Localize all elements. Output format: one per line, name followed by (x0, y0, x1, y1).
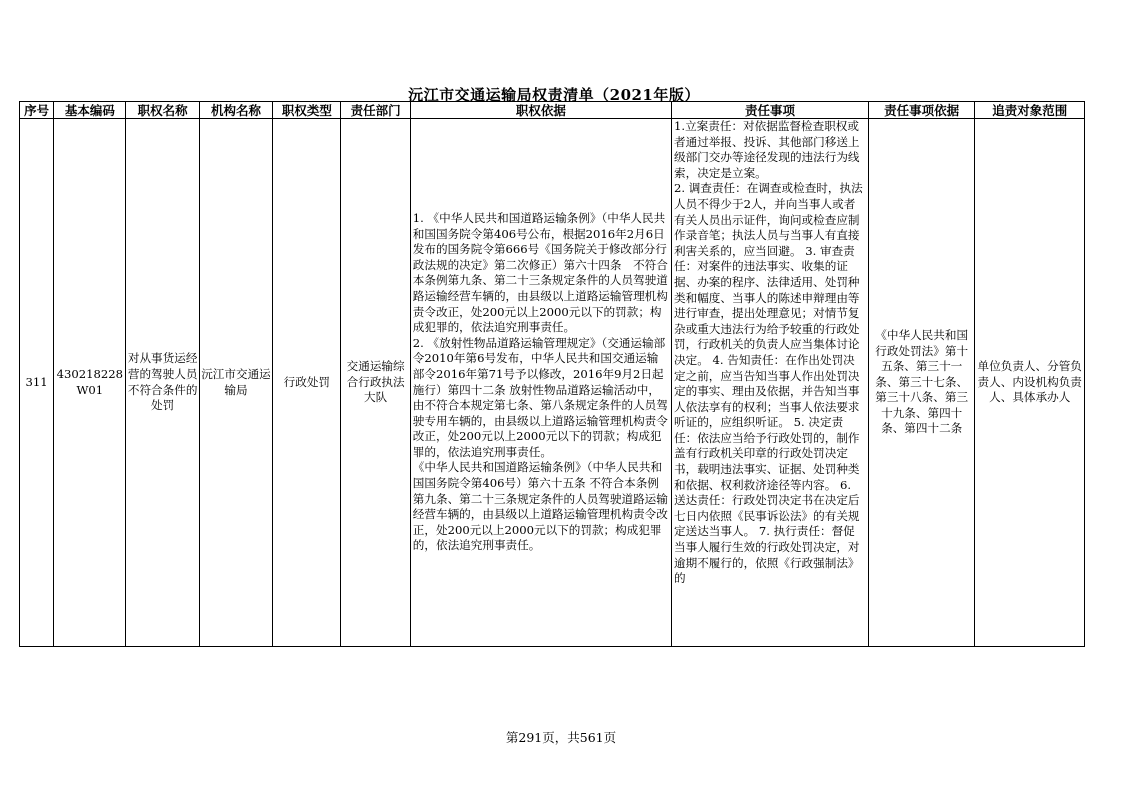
cell-dept: 交通运输综合行政执法大队 (341, 119, 410, 647)
header-index: 序号 (20, 102, 54, 119)
header-code: 基本编码 (54, 102, 126, 119)
cell-basis (410, 119, 671, 647)
cell-basis-text: 1. 《中华人民共和国道路运输条例》（中华人民共和国国务院令第406号公布，根据2016年2月6日发布的国务院令第666号《国务院关于修改部分行政法规的决定》第二次修正）第六十四条 不符合本条例第九条、第二十三条规定条件的人员驾驶道路运输经营车辆的，由县级以上道路运输管理机构责令改正，处200元以上2000元以下的罚款；构成犯罪的，依法追究刑事责任。 2. 《放射性物品道路运输管理规定》（交通运输部令2010年第6号发布，中华人民共和国交通运输部令2016年第71号予以修改，2016年9月2日起施行）第四十二条 放射性物品道路运输活动中，由不符合本规定第七条、第八条规定条件的人员驾驶专用车辆的，由县级以上道路运输管理机构责令改正，处200元以上2000元以下的罚款；构成犯罪的，依法追究刑事责任。 《中华人民共和国道路运输条例》（中华人民共和国国务院令第406号）第六十五条 不符合本条例第九条、第二十三条规定条件的人员驾驶道路运输经营车辆的，由县级以上道路运输管理机构责令改正，处200元以上2000元以下的罚款；构成犯罪的，依法追究刑事责任。 (412, 210, 668, 553)
cell-org-name: 沅江市交通运输局 (199, 119, 272, 647)
cell-duty-text: 1.立案责任：对依据监督检查职权或者通过举报、投诉、其他部门移送上级部门交办等途径发现的违法行为线索，决定是立案。 2. 调查责任：在调查或检查时，执法人员不得少于2人，并向当事人或者有关人员出示证件，询问或检查应制作录音笔；执法人员与当事人有直接利害关系的，应当回避。 3. 审查责任：对案件的违法事实、收集的证据、办案的程序、法律适用、处罚种类和幅度、当事人的陈述申辩理由等进行审查，提出处理意见；对情节复杂或重大违法行为给予较重的行政处罚，行政机关的负责人应当集体讨论决定。 4. 告知责任：在作出处罚决定之前，应当告知当事人作出处罚决定的事实、理由及依据，并告知当事人依法享有的权利；当事人依法要求听证的，应组织听证。 5. 决定责任：依法应当给予行政处罚的，制作盖有行政机关印章的行政处罚决定书，载明违法事实、证据、处罚种类和依据、权利救济途径等内容。 6. 送达责任：行政处罚决定书在决定后七日内依照《民事诉讼法》的有关规定送达当事人。 7. 执行责任：督促当事人履行生效的行政处罚决定，对逾期不履行的，依照《行政强制法》的 (674, 119, 863, 586)
header-power-name: 职权名称 (126, 102, 199, 119)
table-header-row (20, 102, 1085, 119)
power-list-table (19, 101, 1085, 647)
header-dept: 责任部门 (341, 102, 410, 119)
page-title: 沅江市交通运输局权责清单（2021年版） (408, 86, 700, 104)
header-basis: 职权依据 (410, 102, 671, 119)
cell-duty (672, 119, 869, 647)
cell-duty-basis: 《中华人民共和国行政处罚法》第十五条、第三十一条、第三十七条、第三十八条、第三十九条、第四十条、第四十二条 (868, 119, 975, 647)
table-row (20, 119, 1085, 647)
header-duty: 责任事项 (672, 102, 869, 119)
cell-code (54, 119, 126, 647)
cell-power-type: 行政处罚 (273, 119, 341, 647)
cell-index: 311 (20, 119, 54, 647)
header-duty-basis: 责任事项依据 (868, 102, 975, 119)
header-accountability: 追责对象范围 (975, 102, 1085, 119)
page-number-footer: 第291页，共561页 (505, 730, 617, 745)
cell-code-text: 430218228W01 (56, 366, 124, 397)
header-power-type: 职权类型 (273, 102, 341, 119)
cell-power-name: 对从事货运经营的驾驶人员不符合条件的处罚 (126, 119, 199, 647)
cell-accountability: 单位负责人、分管负责人、内设机构负责人、具体承办人 (975, 119, 1085, 647)
header-org-name: 机构名称 (199, 102, 272, 119)
